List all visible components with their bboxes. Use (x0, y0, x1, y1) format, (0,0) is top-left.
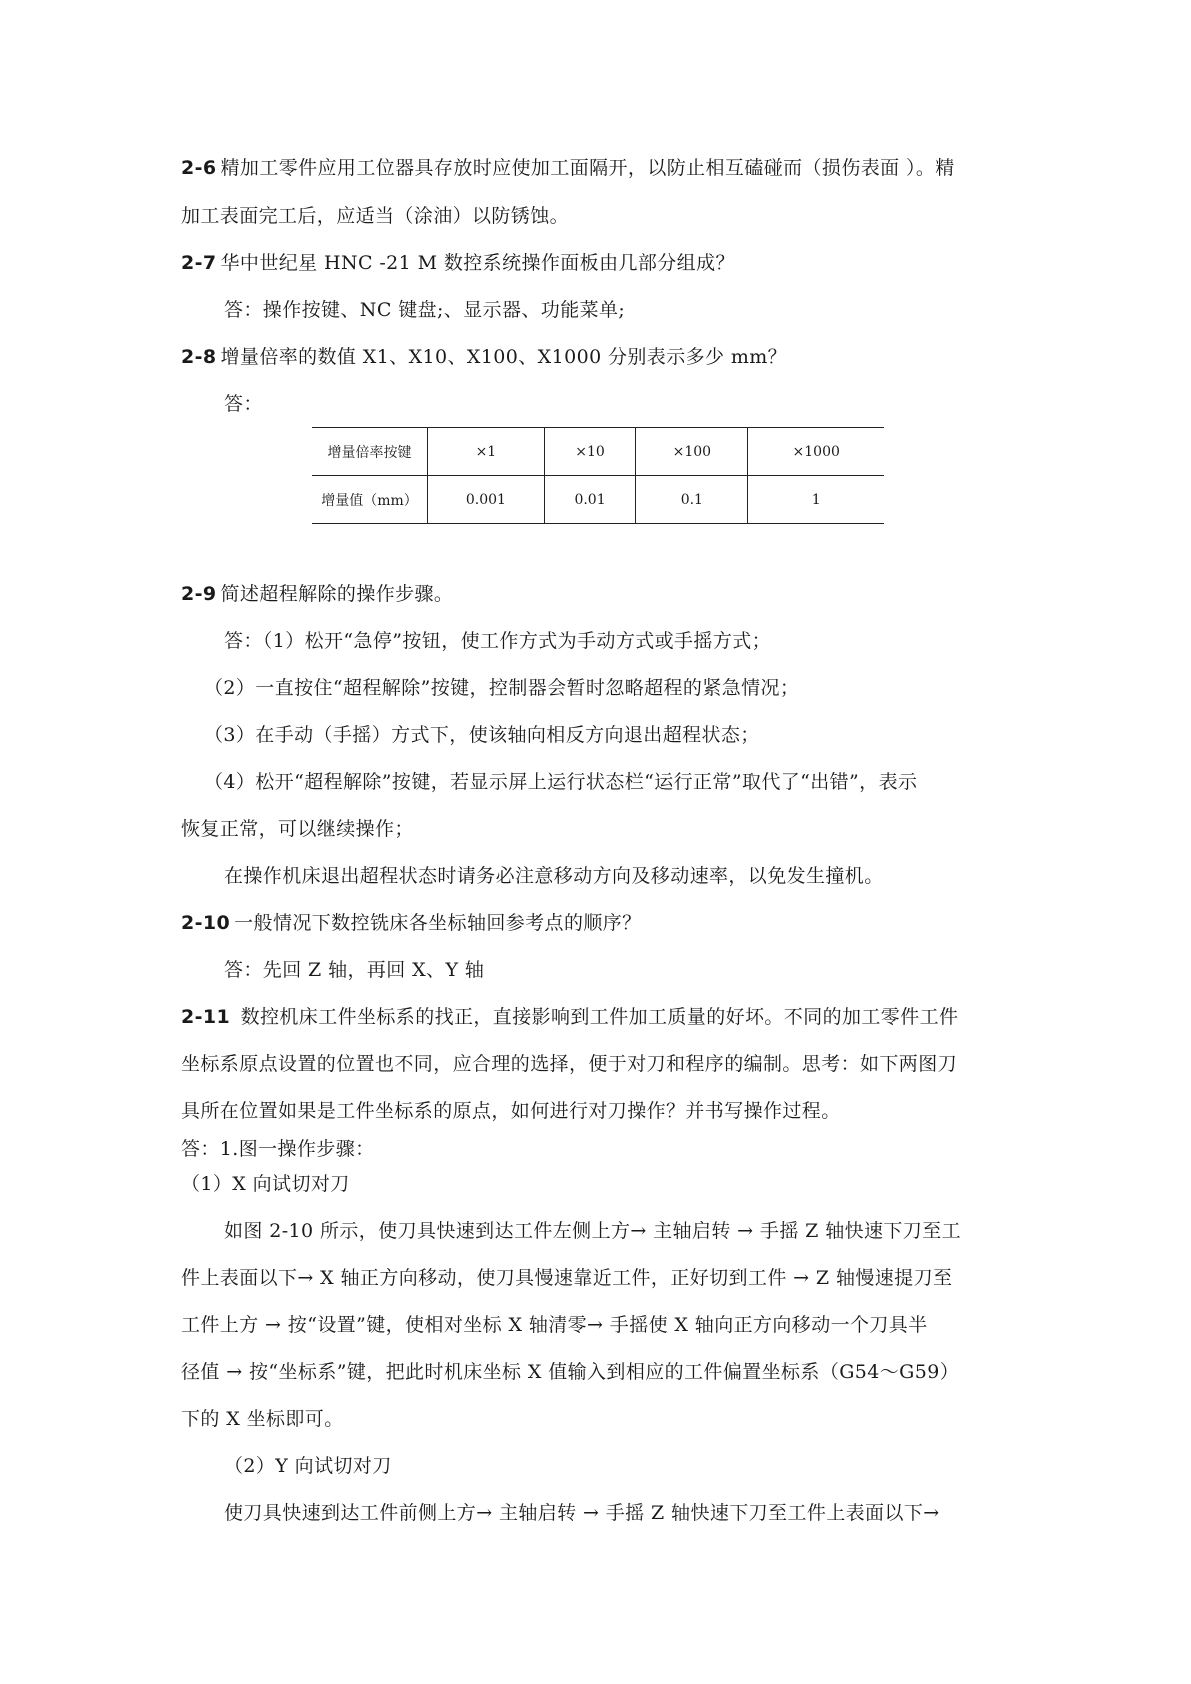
q210-answer: 答：先回 Z 轴，再回 X、Y 轴 (224, 959, 485, 981)
q29-note: 在操作机床退出超程状态时请务必注意移动方向及移动速率，以免发生撞机。 (224, 865, 884, 887)
q211-x-title: （1）X 向试切对刀 (181, 1173, 350, 1195)
table-row (312, 428, 884, 476)
q211-x-line3: 工件上方 → 按“设置”键，使相对坐标 X 轴清零→ 手摇使 X 轴向正方向移动一个刀具半 (181, 1314, 928, 1336)
q211-answer-head: 答：1.图一操作步骤： (181, 1138, 375, 1160)
table-row (312, 476, 884, 524)
increment-table (312, 427, 884, 524)
q210-text: 一般情况下数控铣床各坐标轴回参考点的顺序？ (234, 912, 642, 934)
q211-line2: 坐标系原点设置的位置也不同，应合理的选择，便于对刀和程序的编制。思考：如下两图刀 (181, 1053, 958, 1075)
q28-text: 增量倍率的数值 X1、X10、X100、X1000 分别表示多少 mm？ (220, 346, 788, 368)
q26-line2: 加工表面完工后，应适当（涂油）以防锈蚀。 (181, 205, 570, 227)
table-cell: 0.01 (544, 476, 635, 524)
q27-answer: 答：操作按键、NC 键盘;、显示器、功能菜单; (224, 299, 626, 321)
q29-step4a: （4）松开“超程解除”按键，若显示屏上运行状态栏“运行正常”取代了“出错”，表示 (204, 771, 918, 793)
q210-number: 2-10 (181, 912, 231, 934)
q28-number: 2-8 (181, 346, 217, 368)
table-cell: 增量值（mm） (312, 476, 428, 524)
q211-x-line5: 下的 X 坐标即可。 (181, 1408, 344, 1430)
q28-answer: 答： (224, 393, 263, 415)
q211-line1 (181, 1005, 1021, 1029)
q29-step3: （3）在手动（手摇）方式下，使该轴向相反方向退出超程状态； (204, 724, 760, 746)
q211-number: 2-11 (181, 1006, 231, 1028)
table-header-cell: ×1 (428, 428, 545, 476)
q29-number: 2-9 (181, 583, 217, 605)
q26-text-1: 精加工零件应用工位器具存放时应使加工面隔开，以防止相互磕碰而（损伤表面 ）。精 (220, 157, 955, 179)
q29-step2: （2）一直按住“超程解除”按键，控制器会暂时忽略超程的紧急情况； (204, 677, 800, 699)
q211-text-1: 数控机床工件坐标系的找正，直接影响到工件加工质量的好坏。不同的加工零件工件 (234, 1006, 959, 1028)
q27-text: 华中世纪星 HNC -21 M 数控系统操作面板由几部分组成？ (220, 252, 735, 274)
q211-x-line2: 件上表面以下→ X 轴正方向移动，使刀具慢速靠近工件，正好切到工件 → Z 轴慢速提刀至 (181, 1267, 953, 1289)
table-header-cell: 增量倍率按键 (312, 428, 428, 476)
table-cell: 0.001 (428, 476, 545, 524)
q26-line1 (181, 156, 1021, 180)
q29-step4b: 恢复正常，可以继续操作； (181, 818, 414, 840)
q29-step1: 答：（1）松开“急停”按钮，使工作方式为手动方式或手摇方式； (224, 630, 772, 652)
q211-x-line4: 径值 → 按“坐标系”键，把此时机床坐标 X 值输入到相应的工件偏置坐标系（G54～G59） (181, 1361, 960, 1383)
q27-number: 2-7 (181, 252, 217, 274)
q29-text: 简述超程解除的操作步骤。 (220, 583, 454, 605)
q211-y-line1: 使刀具快速到达工件前侧上方→ 主轴启转 → 手摇 Z 轴快速下刀至工件上表面以下→ (224, 1502, 940, 1524)
q211-y-title: （2）Y 向试切对刀 (224, 1455, 392, 1477)
q27-question (181, 251, 1021, 275)
q210-question (181, 911, 1021, 935)
table-header-cell: ×1000 (748, 428, 884, 476)
table-header-cell: ×10 (544, 428, 635, 476)
q26-number: 2-6 (181, 157, 217, 179)
table-cell: 0.1 (636, 476, 748, 524)
q29-question (181, 582, 1021, 606)
q211-x-line1: 如图 2-10 所示，使刀具快速到达工件左侧上方→ 主轴启转 → 手摇 Z 轴快速下刀至工 (224, 1220, 962, 1242)
table-cell: 1 (748, 476, 884, 524)
q28-question (181, 345, 1021, 369)
q211-line3: 具所在位置如果是工件坐标系的原点，如何进行对刀操作？并书写操作过程。 (181, 1100, 841, 1122)
table-header-cell: ×100 (636, 428, 748, 476)
